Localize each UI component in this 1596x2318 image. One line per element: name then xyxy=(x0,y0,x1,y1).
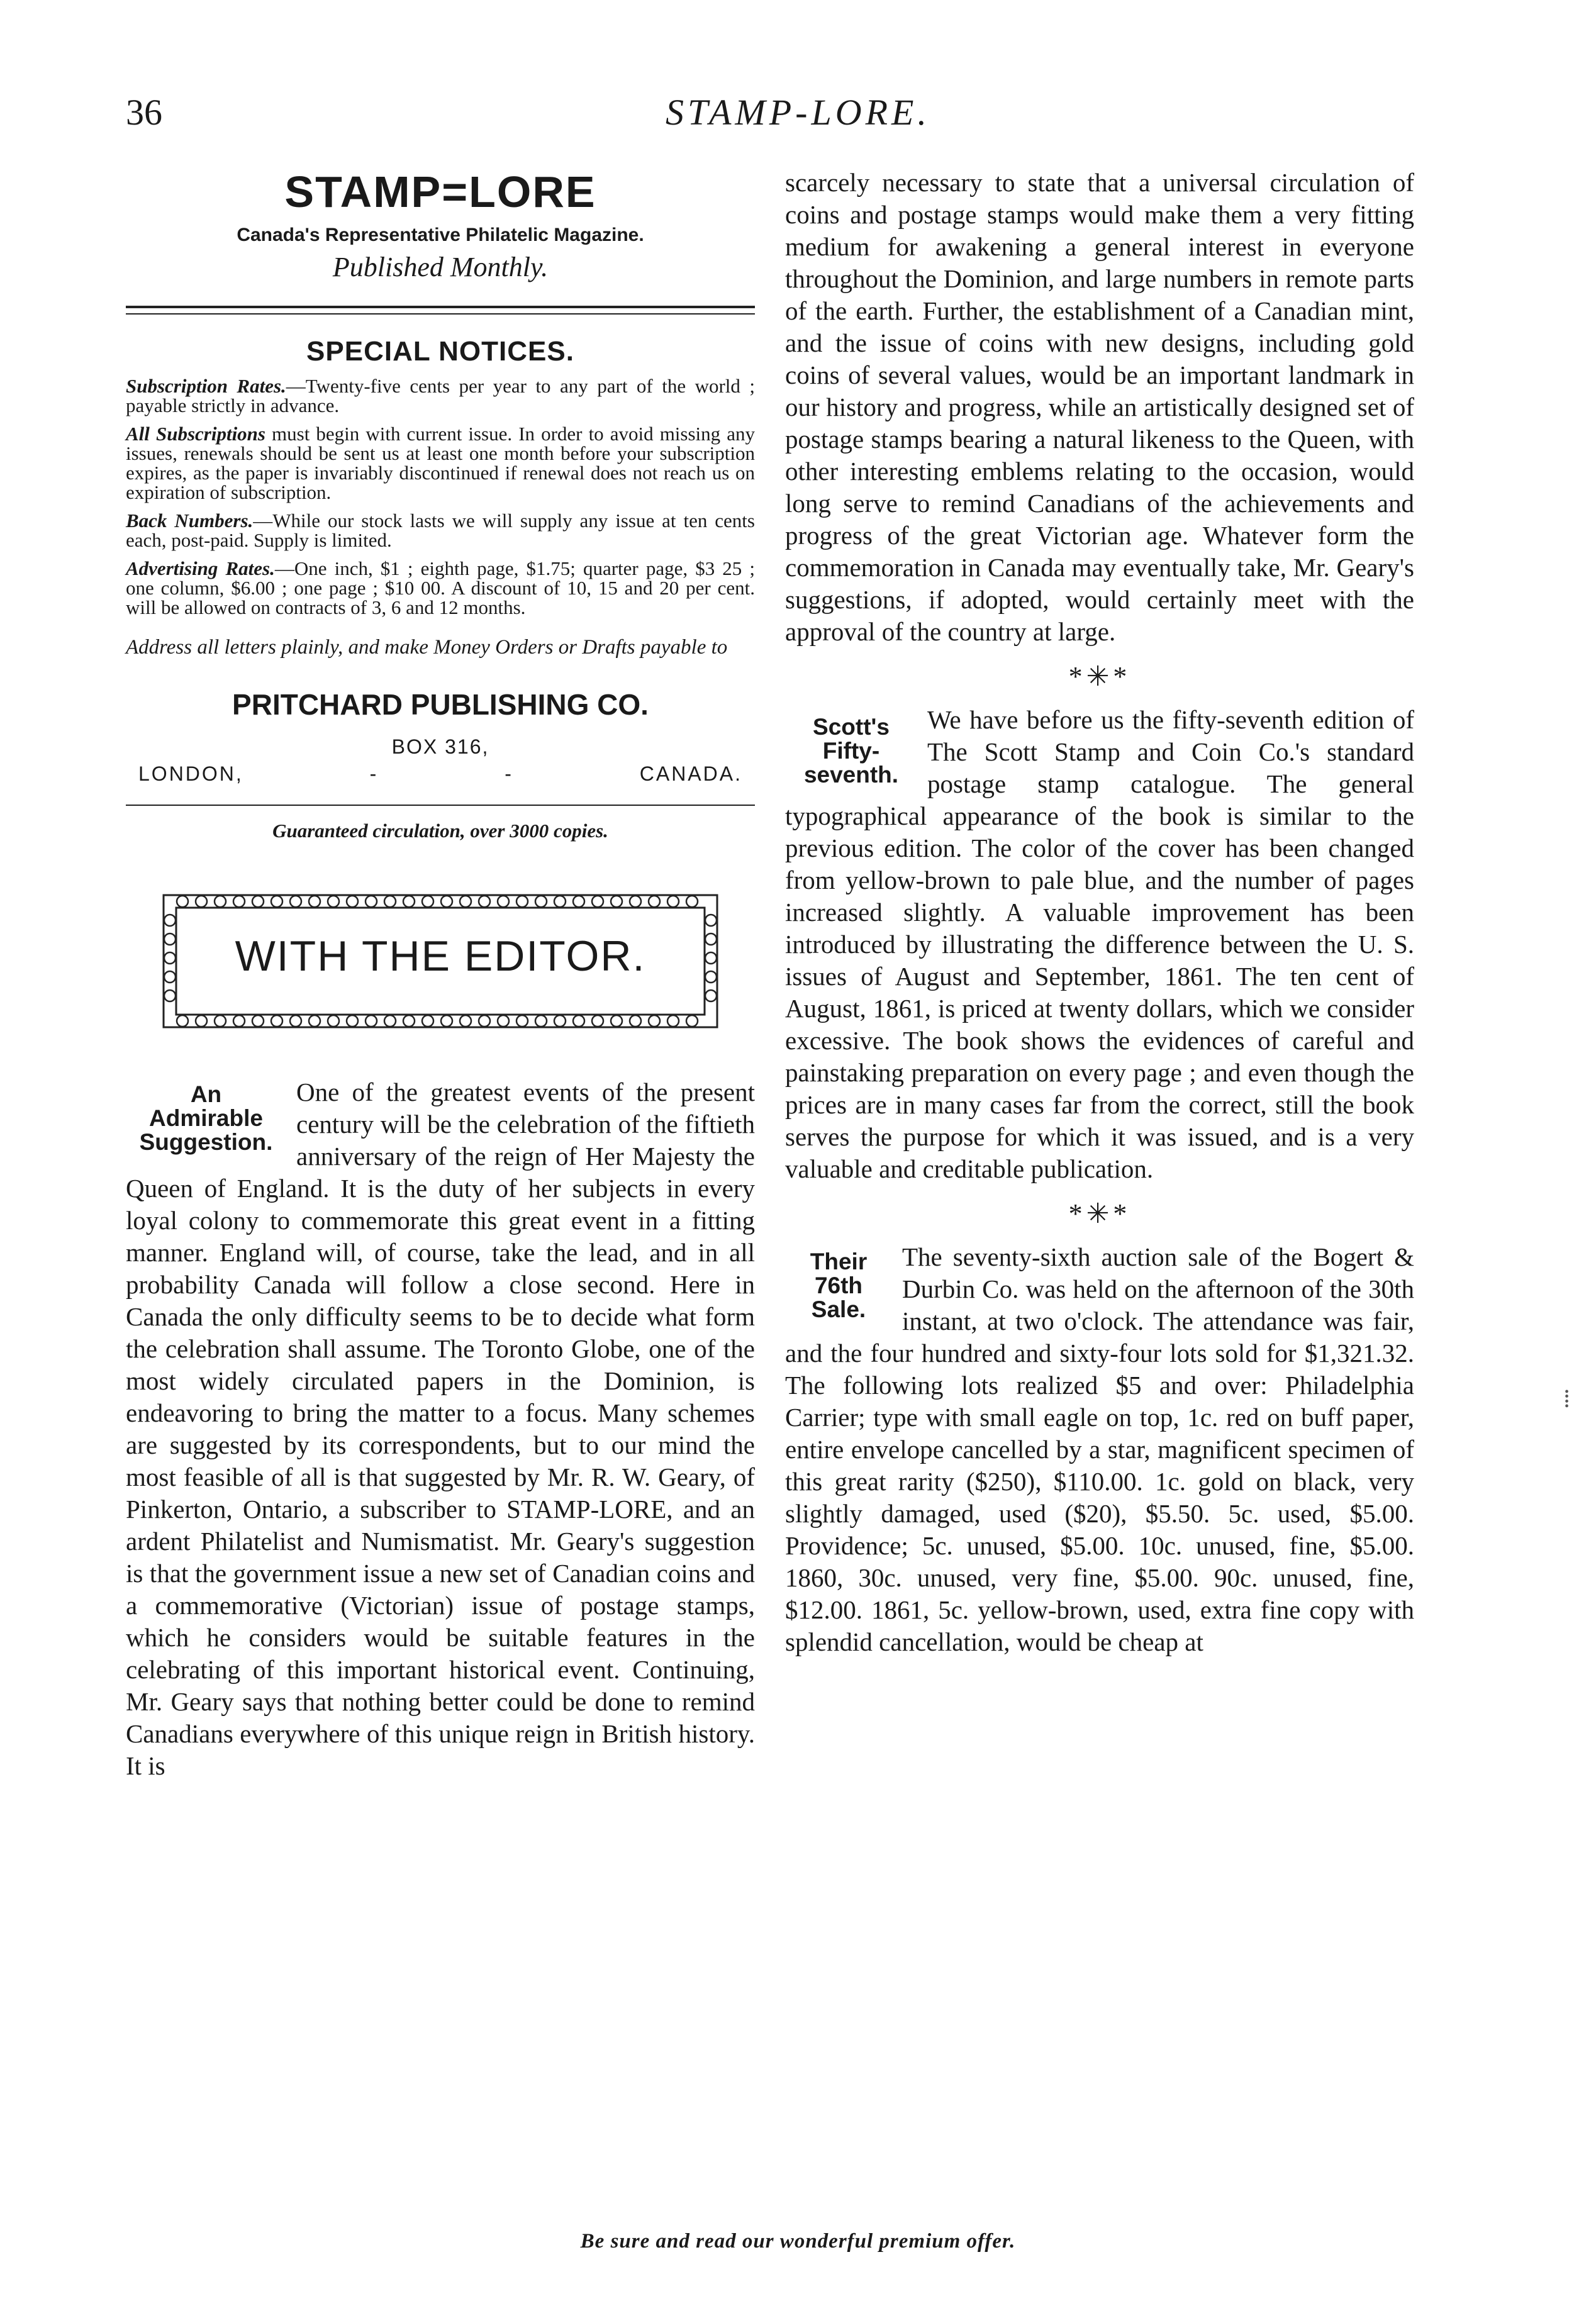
border-loop xyxy=(460,1015,471,1027)
notice-subscription xyxy=(126,376,755,415)
border-loop xyxy=(630,896,641,907)
border-loop xyxy=(516,1015,528,1027)
border-loop xyxy=(309,896,320,907)
border-loop xyxy=(441,896,452,907)
article-sale-sidehead xyxy=(785,1250,892,1322)
border-loop xyxy=(215,896,226,907)
border-loop xyxy=(554,1015,566,1027)
masthead-subtitle: Canada's Representative Philatelic Magazine. xyxy=(237,225,644,245)
masthead-frequency: Published Monthly. xyxy=(332,252,549,282)
sidehead-line: Their xyxy=(810,1249,868,1274)
border-loop xyxy=(686,896,698,907)
border-loop xyxy=(498,896,509,907)
circulation-guarantee: Guaranteed circulation, over 3000 copies. xyxy=(272,820,608,842)
publisher-country: CANADA. xyxy=(639,762,742,785)
publisher-city: LONDON, xyxy=(138,762,243,785)
border-loop xyxy=(309,1015,320,1027)
border-loop xyxy=(479,896,490,907)
notice-all-subs-label: All Subscriptions xyxy=(126,423,265,445)
notice-subscription-label: Subscription Rates. xyxy=(126,375,286,397)
border-loop xyxy=(164,990,176,1001)
section-separator: *✳* xyxy=(1068,1198,1131,1229)
border-loop xyxy=(667,1015,679,1027)
running-title: STAMP-LORE. xyxy=(666,92,930,133)
notice-back-numbers-text: —While our stock lasts we will supply any issue at ten cents each, post-paid. Supply is limited. xyxy=(126,510,755,551)
article-scotts-sidehead xyxy=(785,715,917,787)
publisher-box: BOX 316, xyxy=(391,735,489,758)
border-loop xyxy=(233,1015,245,1027)
sidehead-line: seventh. xyxy=(803,762,899,788)
border-loop xyxy=(573,896,584,907)
border-loop xyxy=(384,1015,396,1027)
article-scotts xyxy=(785,704,1414,1185)
notice-advertising xyxy=(126,559,755,617)
notice-all-subscriptions xyxy=(126,424,755,502)
border-loop xyxy=(252,1015,264,1027)
article-admirable-sidehead xyxy=(126,1083,286,1154)
border-loop xyxy=(328,896,339,907)
border-loop xyxy=(252,896,264,907)
border-loop xyxy=(290,896,301,907)
notices-heading: SPECIAL NOTICES. xyxy=(306,336,574,367)
sidehead-line: Fifty- xyxy=(822,738,880,764)
editor-banner xyxy=(157,883,723,1040)
border-loop xyxy=(460,896,471,907)
right-column xyxy=(785,167,1414,1658)
article-admirable xyxy=(126,1076,755,1782)
sidehead-line: An xyxy=(190,1081,222,1107)
border-loop xyxy=(611,1015,622,1027)
page-number: 36 xyxy=(126,92,162,133)
article-admirable-continued: scarcely necessary to state that a universal circulation of coins and postage stamps would make them a very fitting medium for awakening a general interest in everyone throughout the Dominion, and large numbers in remote parts of the earth. Further, the establishment of a Canadian mint, and the issue of coins with new designs, including gold coins of several values, would be an important landmark in our history and progress, while an artistically designed set of postage stamps bearing a natural likeness to the Queen, with other interesting emblems relating to the occasion, would long serve to remind Canadians of the achievements and progress of the great Victorian age. Whatever form the commemoration in Canada may eventually take, Mr. Geary's suggestions, if adopted, would certainly meet with the approval of the country at large. xyxy=(785,168,1414,646)
scan-mark: ⁞ xyxy=(1563,1385,1571,1413)
notice-all-subs-text: must begin with current issue. In order to avoid missing any issues, renewals should be sent us at least one month before your subscription expires, as the paper is invariably discontinued if renewal does not reach us on expiration of subscription. xyxy=(126,423,755,503)
border-loop xyxy=(422,896,433,907)
border-loop xyxy=(366,1015,377,1027)
border-loop xyxy=(177,896,188,907)
publisher-dash-1: - xyxy=(369,762,379,785)
border-loop xyxy=(347,896,358,907)
border-loop xyxy=(573,1015,584,1027)
section-separator: *✳* xyxy=(1068,661,1131,692)
sidehead-line: Suggestion. xyxy=(139,1129,273,1155)
border-loop xyxy=(479,1015,490,1027)
border-loop xyxy=(384,896,396,907)
border-loop xyxy=(164,915,176,926)
masthead-title: STAMP=LORE xyxy=(284,167,596,216)
publisher-dash-2: - xyxy=(505,762,513,785)
border-loop xyxy=(516,896,528,907)
notice-back-numbers xyxy=(126,511,755,550)
border-loop xyxy=(592,896,603,907)
publisher-location xyxy=(138,762,742,786)
article-sale xyxy=(785,1241,1414,1658)
border-loop xyxy=(630,1015,641,1027)
border-loop xyxy=(177,1015,188,1027)
notice-advertising-text: —One inch, $1 ; eighth page, $1.75; quarter page, $3 25 ; one column, $6.00 ; one page ; $10 00. A discount of 10, 15 and 20 per cent. will be allowed on contracts of 3, 6 and 12 months. xyxy=(126,557,755,618)
border-loop xyxy=(441,1015,452,1027)
footer-promo: Be sure and read our wonderful premium offer. xyxy=(580,2230,1016,2253)
border-loop xyxy=(649,1015,660,1027)
address-line: Address all letters plainly, and make Money Orders or Drafts payable to xyxy=(126,636,728,659)
border-loop xyxy=(290,1015,301,1027)
border-loop xyxy=(554,896,566,907)
border-loop xyxy=(611,896,622,907)
border-loop xyxy=(196,896,207,907)
border-loop xyxy=(233,896,245,907)
border-loop xyxy=(705,915,717,926)
border-loop xyxy=(403,1015,415,1027)
border-loop xyxy=(271,1015,282,1027)
border-loop xyxy=(328,1015,339,1027)
border-loop xyxy=(215,1015,226,1027)
article-admirable-text: One of the greatest events of the present century will be the celebration of the fiftieth anniversary of the reign of Her Majesty the Queen of England. It is the duty of her subjects in every loyal colony to commemorate this great event in a fitting manner. England will, of course, take the lead, and in all probability Canada will follow a close second. Here in Canada the only difficulty seems to be to decide what form the celebration shall assume. The Toronto Globe, one of the most widely circulated papers in the Dominion, is endeavoring to bring the matter to a focus. Many schemes are suggested by its correspondents, but to our mind the most feasible of all is that suggested by Mr. R. W. Geary, of Pinkerton, Ontario, a subscriber to STAMP-LORE, and an ardent Philatelist and Numismatist. Mr. Geary's suggestion is that the government issue a new set of Canadian coins and a commemorative (Victorian) issue of postage stamps, which he considers would be suitable features in the celebrating of this important historical event. Continuing, Mr. Geary says that nothing better could be done to remind Canadians everywhere of this unique reign in British history. It is xyxy=(126,1078,755,1780)
article-scotts-text: We have before us the fifty-seventh edition of The Scott Stamp and Coin Co.'s standard postage stamp catalogue. The general typographical appearance of the book is similar to the previous edition. The color of the cover has been changed from yellow-brown to pale blue, and the number of pages increased slightly. A valuable improvement has been introduced by illustrating the difference between the U. S. issues of August and September, 1861. The ten cent of August, 1861, is priced at twenty dollars, which we consider excessive. The book shows the evidences of careful and painstaking preparation on every page ; and even though the prices are in many cases far from the correct, still the book serves the purpose for which it was issued, and is a very valuable and creditable publication. xyxy=(785,705,1414,1183)
border-loop xyxy=(271,896,282,907)
article-sale-text: The seventy-sixth auction sale of the Bogert & Durbin Co. was held on the afternoon of the 30th instant, at two o'clock. The attendance was fair, and the four hundred and sixty-four lots sold for $1,321.32. The following lots realized $5 and over: Philadelphia Carrier; type with small eagle on top, 1c. red on buff paper, entire envelope cancelled by a star, magnificent specimen of this great rarity ($250), $110.00. 1c. gold on black, very slightly damaged, used ($20), $5.50. 5c. used, $5.00. Providence; 5c. unused, $5.00. 10c. unused, fine, $5.00. 1860, 30c. unused, very fine, $5.00. 90c. unused, fine, $12.00. 1861, 5c. yellow-brown, used, extra fine copy with splendid cancellation, would be cheap at xyxy=(785,1242,1414,1656)
sidehead-line: 76th xyxy=(814,1273,863,1298)
border-loop xyxy=(592,1015,603,1027)
border-loop xyxy=(667,896,679,907)
border-loop xyxy=(535,1015,547,1027)
border-loop xyxy=(686,1015,698,1027)
sidehead-line: Scott's xyxy=(813,714,890,740)
sidehead-line: Admirable xyxy=(149,1105,263,1131)
thin-rule xyxy=(126,805,755,806)
border-loop xyxy=(649,896,660,907)
notice-subscription-text: —Twenty-five cents per year to any part of the world ; payable strictly in advance. xyxy=(126,375,755,416)
border-loop xyxy=(422,1015,433,1027)
border-loop xyxy=(403,896,415,907)
double-rule xyxy=(126,306,755,315)
border-loop xyxy=(196,1015,207,1027)
sidehead-line: Sale. xyxy=(811,1296,866,1322)
publisher-name: PRITCHARD PUBLISHING CO. xyxy=(232,688,649,721)
border-loop xyxy=(498,1015,509,1027)
left-column xyxy=(126,167,755,1782)
border-loop xyxy=(366,896,377,907)
border-loop xyxy=(705,990,717,1001)
editor-banner-title: WITH THE EDITOR. xyxy=(235,932,646,980)
notice-back-numbers-label: Back Numbers. xyxy=(126,510,254,532)
border-loop xyxy=(347,1015,358,1027)
border-loop xyxy=(535,896,547,907)
notice-advertising-label: Advertising Rates. xyxy=(126,557,275,579)
